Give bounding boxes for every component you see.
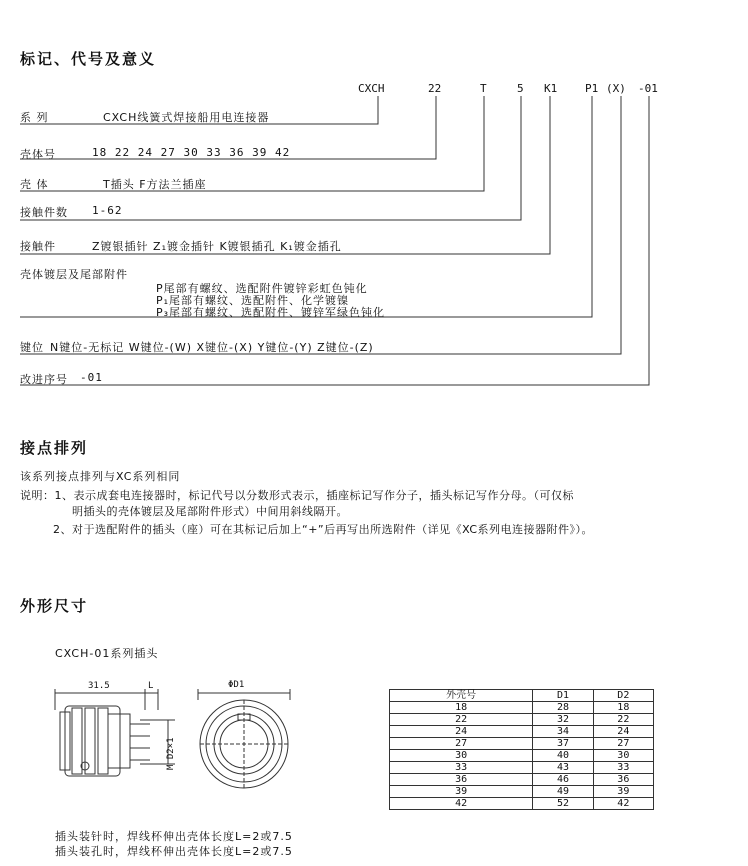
- arrangement-note-1: 说明：1、表示成套电连接器时，标记代号以分数形式表示，插座标记写作分子，插头标记写作分母。（可仅标: [20, 489, 574, 502]
- table-cell: 24: [390, 726, 533, 738]
- table-cell: 49: [533, 786, 593, 798]
- table-cell: 30: [390, 750, 533, 762]
- table-row: [390, 774, 654, 786]
- code-contact-type: K1: [544, 82, 558, 95]
- table-cell: 27: [593, 738, 653, 750]
- section-title-marking: 标记、代号及意义: [20, 50, 157, 68]
- row-contact-label: 接触件: [20, 240, 56, 253]
- row-revision-label: 改进序号: [20, 373, 68, 386]
- row-shell-value: T插头 F方法兰插座: [103, 178, 207, 191]
- row-plating-value-1: P尾部有螺纹、选配附件镀锌彩虹色钝化: [156, 282, 368, 295]
- note-socket-length: 插头装孔时，焊线杯伸出壳体长度L=2或7.5: [55, 845, 293, 858]
- section-title-dimensions: 外形尺寸: [20, 597, 89, 615]
- table-cell: 18: [390, 702, 533, 714]
- arrangement-line-1: 该系列接点排列与XC系列相同: [20, 470, 181, 483]
- code-plating: P1: [585, 82, 599, 95]
- row-series-value: CXCH线簧式焊接船用电连接器: [103, 111, 270, 124]
- table-cell: 36: [593, 774, 653, 786]
- table-cell: 37: [533, 738, 593, 750]
- table-row: [390, 738, 654, 750]
- code-cxch: CXCH: [358, 82, 385, 95]
- dim-length-l: L: [148, 681, 154, 691]
- plug-series-subtitle: CXCH-01系列插头: [55, 647, 159, 660]
- table-cell: 18: [593, 702, 653, 714]
- table-cell: 22: [593, 714, 653, 726]
- table-header: D2: [593, 690, 653, 702]
- row-plating-value-2: P₁尾部有螺纹、选配附件、化学镀镍: [156, 294, 350, 307]
- table-cell: 33: [593, 762, 653, 774]
- table-header: D1: [533, 690, 593, 702]
- section-title-contact-arrangement: 接点排列: [20, 439, 89, 457]
- table-cell: 52: [533, 798, 593, 810]
- table-row: [390, 714, 654, 726]
- row-shell-size-value: 18 22 24 27 30 33 36 39 42: [92, 146, 291, 159]
- dim-diameter-d1: ΦD1: [228, 680, 245, 690]
- table-cell: 33: [390, 762, 533, 774]
- table-cell: 42: [593, 798, 653, 810]
- table-row: [390, 762, 654, 774]
- table-cell: 36: [390, 774, 533, 786]
- arrangement-note-2: 2、对于选配附件的插头（座）可在其标记后加上“+”后再写出所选附件（详见《XC系列电连接器附件》）。: [53, 523, 594, 536]
- code-revision: -01: [638, 82, 658, 95]
- arrangement-note-1-cont: 明插头的壳体镀层及尾部附件形式）中间用斜线隔开。: [72, 505, 348, 518]
- row-contact-count-label: 接触件数: [20, 206, 68, 219]
- table-cell: 34: [533, 726, 593, 738]
- code-contact-count: 5: [517, 82, 524, 95]
- row-keying-value: N键位-无标记 W键位-(W) X键位-(X) Y键位-(Y) Z键位-(Z): [50, 341, 374, 354]
- code-shell-type: T: [480, 82, 487, 95]
- note-pin-length: 插头装针时，焊线杯伸出壳体长度L=2或7.5: [55, 830, 293, 843]
- table-cell: 43: [533, 762, 593, 774]
- table-cell: 24: [593, 726, 653, 738]
- dim-thread-d2: M D2×1: [166, 737, 176, 770]
- row-contact-count-value: 1-62: [92, 204, 123, 217]
- code-shell-size: 22: [428, 82, 442, 95]
- table-header: 外壳号: [390, 690, 533, 702]
- code-keying: (X): [606, 82, 626, 95]
- dim-length-31-5: 31.5: [88, 681, 110, 691]
- row-shell-size-label: 壳体号: [20, 148, 56, 161]
- table-cell: 40: [533, 750, 593, 762]
- table-row: [390, 750, 654, 762]
- row-series-label: 系 列: [20, 111, 49, 124]
- table-cell: 22: [390, 714, 533, 726]
- table-header-row: [390, 690, 654, 702]
- row-revision-value: -01: [80, 371, 103, 384]
- table-row: [390, 702, 654, 714]
- dimension-table: [389, 689, 654, 810]
- table-cell: 42: [390, 798, 533, 810]
- row-contact-value: Z镀银插针 Z₁镀金插针 K镀银插孔 K₁镀金插孔: [92, 240, 342, 253]
- row-shell-label: 壳 体: [20, 178, 49, 191]
- row-keying-label: 键位: [20, 341, 44, 354]
- row-plating-label: 壳体镀层及尾部附件: [20, 268, 128, 281]
- table-cell: 46: [533, 774, 593, 786]
- table-cell: 28: [533, 702, 593, 714]
- table-row: [390, 786, 654, 798]
- table-cell: 27: [390, 738, 533, 750]
- table-cell: 32: [533, 714, 593, 726]
- table-row: [390, 798, 654, 810]
- table-cell: 39: [390, 786, 533, 798]
- table-cell: 30: [593, 750, 653, 762]
- table-row: [390, 726, 654, 738]
- row-plating-value-3: P₃尾部有螺纹、选配附件、镀锌军绿色钝化: [156, 306, 386, 319]
- table-cell: 39: [593, 786, 653, 798]
